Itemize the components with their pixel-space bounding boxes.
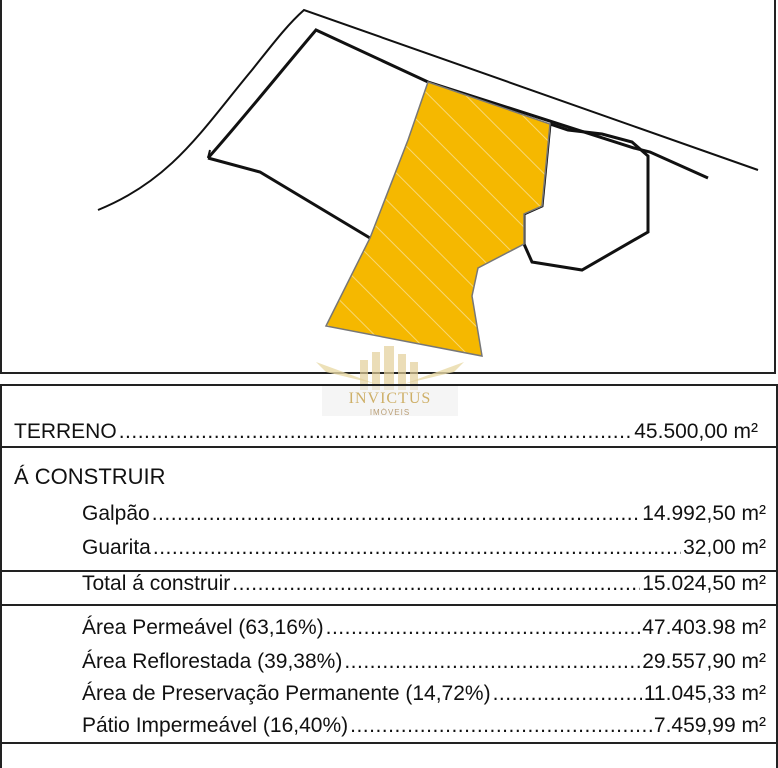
dot-leader [350,714,652,738]
guarita-row [2,536,776,560]
areas-section [2,604,776,744]
area-table [0,384,778,768]
area-preservacao-label: Área de Preservação Permanente (14,72%) [82,682,491,705]
dot-leader [153,536,681,560]
area-reflorestada-label: Área Reflorestada (39,38%) [82,650,343,673]
construction-area [326,82,550,356]
a-construir-section [2,446,776,572]
patio-impermeavel-value: 7.459,99 m² [653,714,766,737]
area-reflorestada-row [2,650,776,674]
terreno-label: TERRENO [14,420,117,443]
patio-impermeavel-label: Pátio Impermeável (16,40%) [82,714,349,737]
terreno-value: 45.500,00 m² [634,420,758,443]
area-permeavel-value: 47.403.98 m² [642,616,766,639]
watermark-brand: INVICTUS [348,390,432,407]
galpao-row [2,502,776,526]
total-section [2,570,776,606]
dot-leader [344,650,640,674]
area-reflorestada-value: 29.557,90 m² [642,650,766,673]
dot-leader [152,502,641,526]
total-value: 15.024,50 m² [642,572,766,595]
area-preservacao-row [2,682,776,706]
terreno-row [2,420,776,444]
terreno-section [2,386,776,448]
site-plan-drawing [2,0,778,374]
area-permeavel-label: Área Permeável (63,16%) [82,616,324,639]
total-row [2,572,776,596]
guarita-label: Guarita [82,536,151,559]
area-permeavel-row [2,616,776,640]
total-label: Total á construir [82,572,231,595]
dot-leader [119,420,633,444]
galpao-value: 14.992,50 m² [642,502,766,525]
dot-leader [493,682,642,706]
dot-leader [326,616,641,640]
area-preservacao-value: 11.045,33 m² [643,682,766,705]
dot-leader [232,572,640,596]
patio-impermeavel-row [2,714,776,738]
site-plan [0,0,776,374]
guarita-value: 32,00 m² [683,536,766,559]
watermark-sub: IMÓVEIS [369,408,411,417]
galpao-label: Galpão [82,502,150,525]
a-construir-heading: Á CONSTRUIR [14,464,166,489]
